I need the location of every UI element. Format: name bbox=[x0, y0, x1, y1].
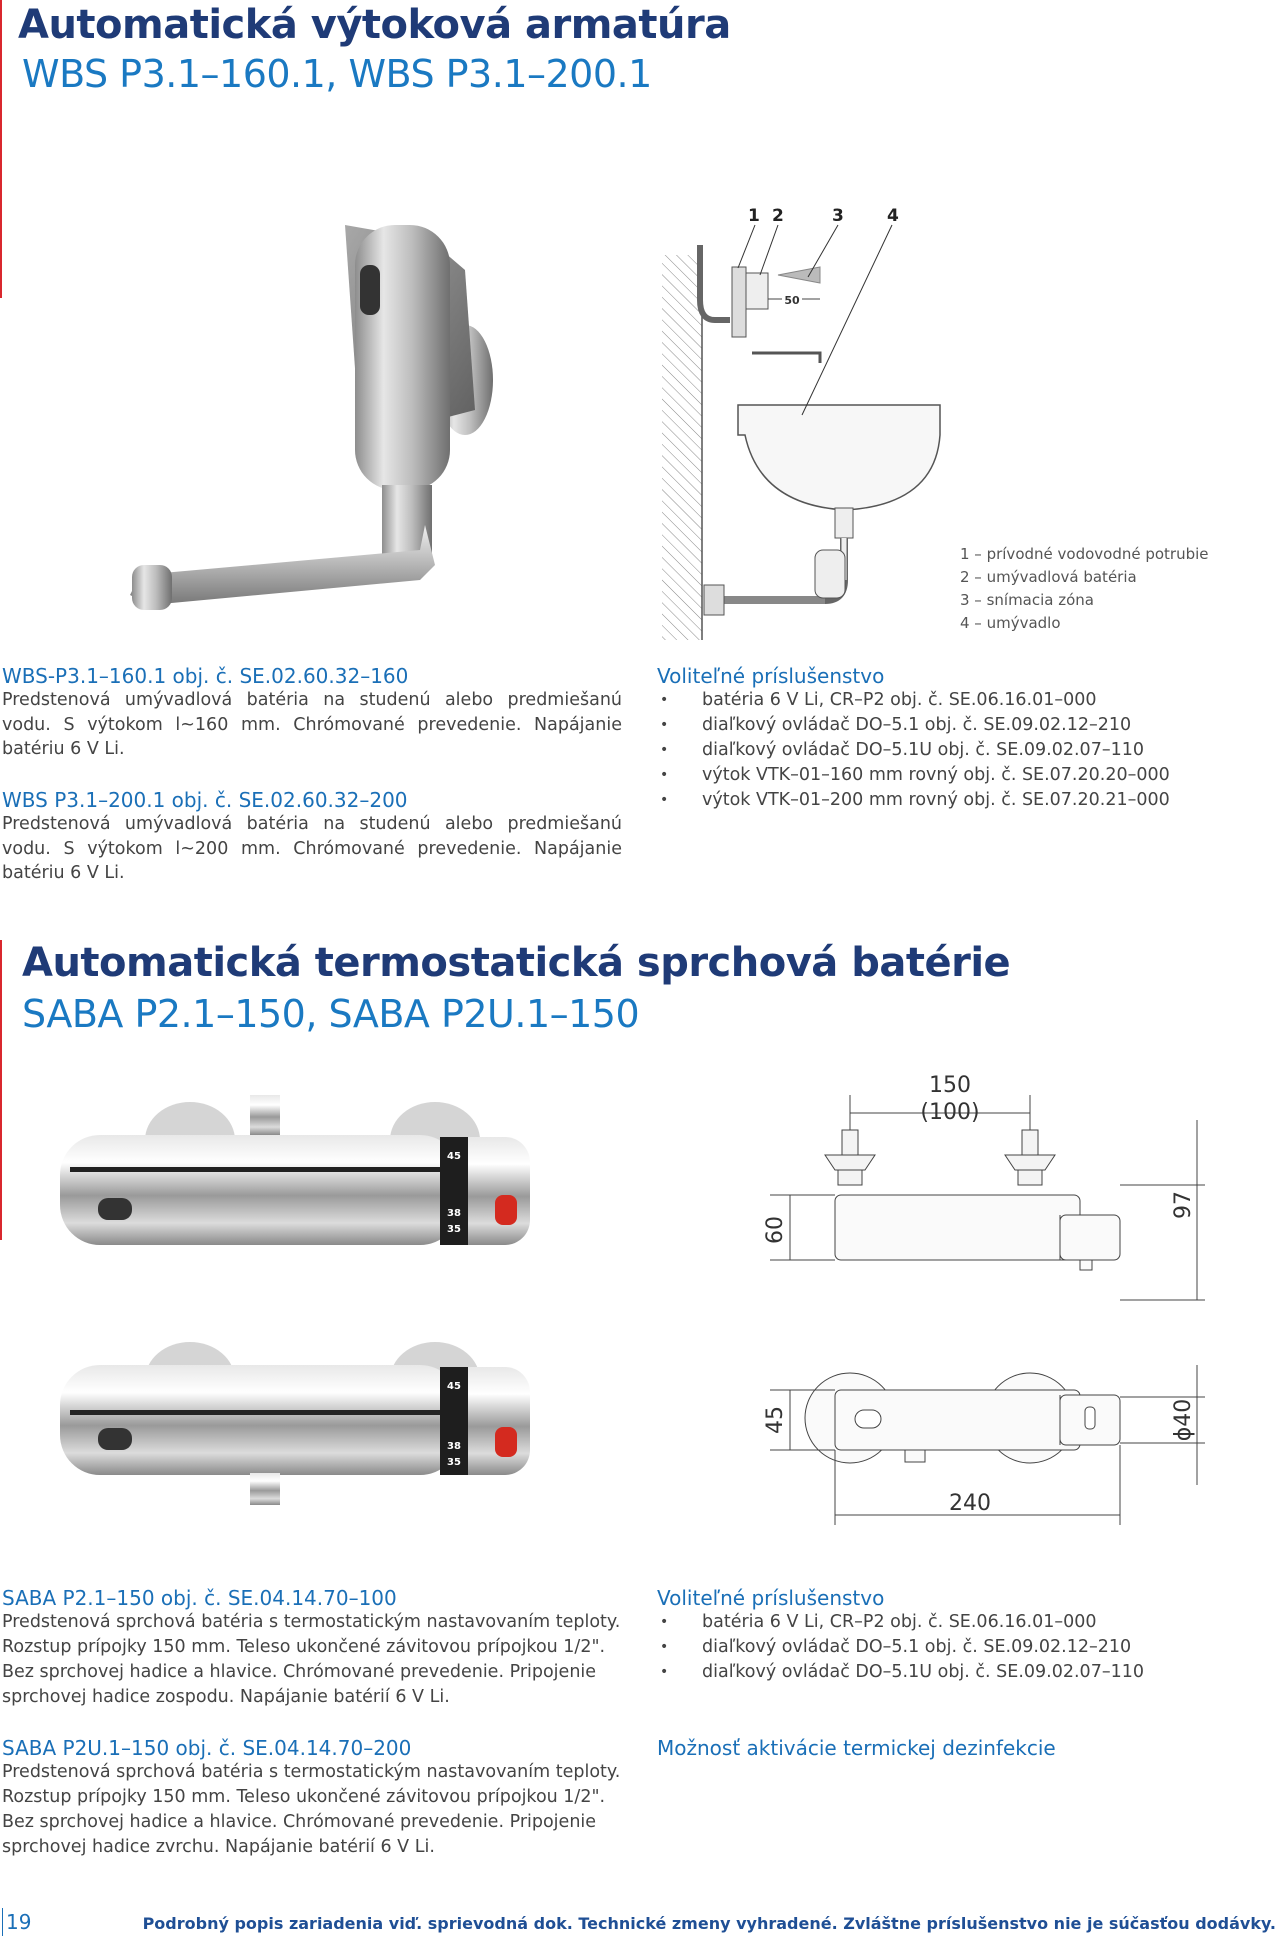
accessory-item: • diaľkový ovládač DO–5.1U obj. č. SE.09.02.07–110 bbox=[657, 1660, 1144, 1685]
product-text-line: Bez sprchovej hadice a hlavice. Chrómované prevedenie. Pripojenie bbox=[2, 1662, 597, 1682]
shower-mixer-image-bottom bbox=[55, 1335, 555, 1510]
product-text-line: Predstenová sprchová batéria s termostatickým nastavovaním teploty. bbox=[2, 1762, 621, 1782]
dial-mark: 35 bbox=[447, 1457, 461, 1468]
accessories-title: Voliteľné príslušenstvo bbox=[657, 664, 885, 688]
dimension-drawing-front bbox=[720, 1065, 1220, 1310]
accessory-item: • diaľkový ovládač DO–5.1U obj. č. SE.09.02.07–110 bbox=[657, 738, 1170, 763]
shower-mixer-image-top bbox=[55, 1095, 555, 1260]
product-description bbox=[2, 1586, 620, 1710]
product-description bbox=[2, 1736, 620, 1860]
accent-bar bbox=[0, 0, 2, 298]
dimension-drawing-top bbox=[720, 1345, 1220, 1535]
dim-100: (100) bbox=[920, 1100, 980, 1125]
section-title: Automatická termostatická sprchová batérie bbox=[22, 940, 1011, 986]
accessory-item: • diaľkový ovládač DO–5.1 obj. č. SE.09.02.12–210 bbox=[657, 713, 1170, 738]
dim-97: 97 bbox=[1171, 1191, 1196, 1219]
section-subtitle: WBS P3.1–160.1, WBS P3.1–200.1 bbox=[22, 52, 652, 96]
faucet-product-image bbox=[120, 210, 500, 640]
product-text-line: Bez sprchovej hadice a hlavice. Chrómované prevedenie. Pripojenie bbox=[2, 1812, 597, 1832]
accessories-block bbox=[657, 664, 1170, 813]
dial-mark: 35 bbox=[447, 1224, 461, 1235]
page-number-divider bbox=[2, 1908, 3, 1936]
dial-mark: 45 bbox=[447, 1151, 461, 1162]
callout-1: 1 bbox=[748, 206, 760, 226]
product-text: Predstenová umývadlová batéria na studenú alebo predmiešanú vodu. S výtokom l~200 mm. Chrómované prevedenie. Napájanie batériu 6 V Li. bbox=[2, 814, 622, 883]
product-description bbox=[2, 664, 622, 762]
dim-phi40: ϕ40 bbox=[1171, 1398, 1196, 1442]
product-text-line: Rozstup prípojky 150 mm. Teleso ukončené závitovou prípojkou 1/2". bbox=[2, 1787, 606, 1807]
accessory-item: • výtok VTK–01–160 mm rovný obj. č. SE.07.20.20–000 bbox=[657, 763, 1170, 788]
installation-diagram bbox=[660, 205, 950, 645]
accessory-item: • diaľkový ovládač DO–5.1 obj. č. SE.09.02.12–210 bbox=[657, 1635, 1144, 1660]
accessory-item: • batéria 6 V Li, CR–P2 obj. č. SE.06.16.01–000 bbox=[657, 1610, 1144, 1635]
product-text: Predstenová umývadlová batéria na studenú alebo predmiešanú vodu. S výtokom l~160 mm. Chrómované prevedenie. Napájanie batériu 6 V Li. bbox=[2, 690, 622, 759]
product-title: SABA P2U.1–150 obj. č. SE.04.14.70–200 bbox=[2, 1736, 412, 1760]
diagram-legend bbox=[960, 543, 1209, 635]
dim-label-50: 50 bbox=[784, 294, 800, 307]
legend-item: 1 – prívodné vodovodné potrubie bbox=[960, 545, 1209, 563]
product-title: WBS P3.1–200.1 obj. č. SE.02.60.32–200 bbox=[2, 788, 408, 812]
legend-item: 4 – umývadlo bbox=[960, 614, 1061, 632]
dim-60: 60 bbox=[763, 1216, 788, 1244]
dial-mark: 38 bbox=[447, 1441, 461, 1452]
callout-4: 4 bbox=[887, 206, 899, 226]
dim-150: 150 bbox=[929, 1073, 971, 1098]
dial-mark: 45 bbox=[447, 1381, 461, 1392]
dial-mark: 38 bbox=[447, 1208, 461, 1219]
section-title: Automatická výtoková armatúra bbox=[18, 2, 731, 48]
accessories-title: Voliteľné príslušenstvo bbox=[657, 1586, 885, 1610]
product-text-line: sprchovej hadice zvrchu. Napájanie batérií 6 V Li. bbox=[2, 1837, 435, 1857]
footer-note: Podrobný popis zariadenia viď. sprievodná dok. Technické zmeny vyhradené. Zvláštne príslušenstvo nie je súčasťou dodávky. bbox=[142, 1914, 1276, 1933]
product-text-line: Predstenová sprchová batéria s termostatickým nastavovaním teploty. bbox=[2, 1612, 621, 1632]
legend-item: 2 – umývadlová batéria bbox=[960, 568, 1137, 586]
product-text-line: sprchovej hadice zospodu. Napájanie batérií 6 V Li. bbox=[2, 1687, 450, 1707]
dim-45: 45 bbox=[763, 1406, 788, 1434]
legend-item: 3 – snímacia zóna bbox=[960, 591, 1094, 609]
accent-bar bbox=[0, 940, 2, 1240]
page-number: 19 bbox=[6, 1910, 32, 1934]
dim-240: 240 bbox=[949, 1491, 991, 1516]
product-text-line: Rozstup prípojky 150 mm. Teleso ukončené závitovou prípojkou 1/2". bbox=[2, 1637, 606, 1657]
product-title: SABA P2.1–150 obj. č. SE.04.14.70–100 bbox=[2, 1586, 397, 1610]
product-description bbox=[2, 788, 622, 886]
accessory-item: • výtok VTK–01–200 mm rovný obj. č. SE.07.20.21–000 bbox=[657, 788, 1170, 813]
section-subtitle: SABA P2.1–150, SABA P2U.1–150 bbox=[22, 992, 640, 1036]
accessory-item: • batéria 6 V Li, CR–P2 obj. č. SE.06.16.01–000 bbox=[657, 688, 1170, 713]
product-title: WBS-P3.1–160.1 obj. č. SE.02.60.32–160 bbox=[2, 664, 409, 688]
callout-2: 2 bbox=[772, 206, 784, 226]
disinfection-note: Možnosť aktivácie termickej dezinfekcie bbox=[657, 1736, 1056, 1760]
accessories-block bbox=[657, 1586, 1144, 1685]
callout-3: 3 bbox=[832, 206, 844, 226]
